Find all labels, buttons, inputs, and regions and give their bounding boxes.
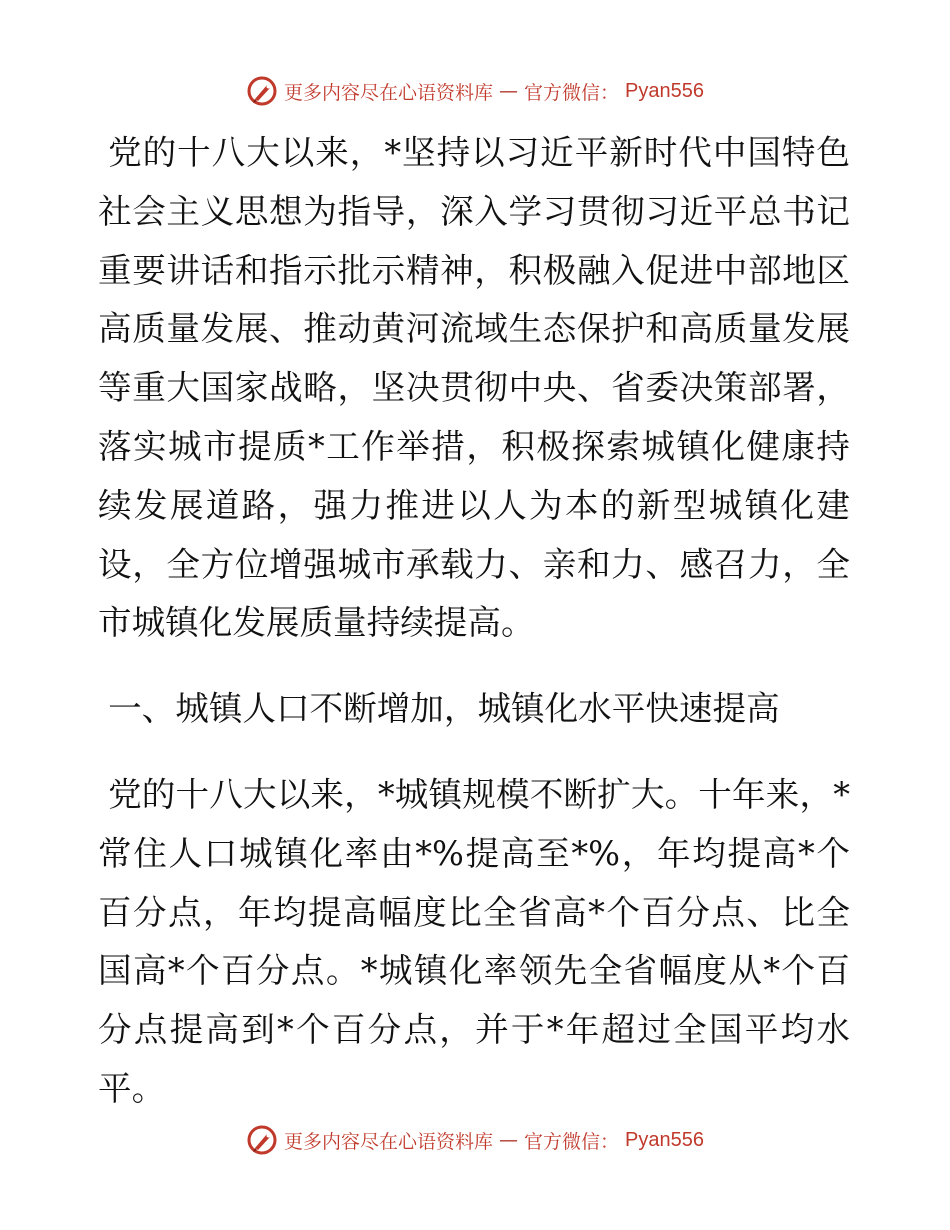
watermark-site-text: 更多内容尽在心语资料库 (284, 1130, 494, 1153)
paragraph-intro: 党的十八大以来，*坚持以习近平新时代中国特色社会主义思想为指导，深入学习贯彻习近平总书记重要讲话和指示批示精神，积极融入促进中部地区高质量发展、推动黄河流域生态保护和高质量发展等重大国家战略，坚决贯彻中央、省委决策部署，落实城市提质*工作举措，积极探索城镇化健康持续发展道路，强力推进以人为本的新型城镇化建设，全方位增强城市承载力、亲和力、感召力，全市城镇化发展质量持续提高。 (98, 133, 850, 643)
watermark-banner-bottom (0, 1120, 950, 1160)
section-heading: 一、城镇人口不断增加，城镇化水平快速提高 (108, 689, 780, 729)
watermark-site-text: 更多内容尽在心语资料库 (284, 81, 494, 104)
pen-logo-icon (246, 75, 278, 107)
paragraph-urban-population: 党的十八大以来，*城镇规模不断扩大。十年来，*常住人口城镇化率由*%提高至*%，年均提高*个百分点，年均提高幅度比全省高*个百分点、比全国高*个百分点。*城镇化率领先全省幅度从*个百分点提高到*个百分点，并于*年超过全国平均水平。 (98, 774, 850, 1108)
watermark-wechat-id: Pyan556 (625, 79, 704, 102)
watermark-wechat-label: 官方微信： (524, 1130, 620, 1153)
pen-logo-icon (246, 1124, 278, 1156)
watermark-separator: — (499, 80, 519, 102)
watermark-wechat-label: 官方微信： (524, 81, 620, 104)
document-body (98, 124, 850, 1119)
watermark-wechat-id: Pyan556 (625, 1128, 704, 1151)
watermark-banner-top (0, 71, 950, 111)
watermark-separator: — (499, 1129, 519, 1151)
